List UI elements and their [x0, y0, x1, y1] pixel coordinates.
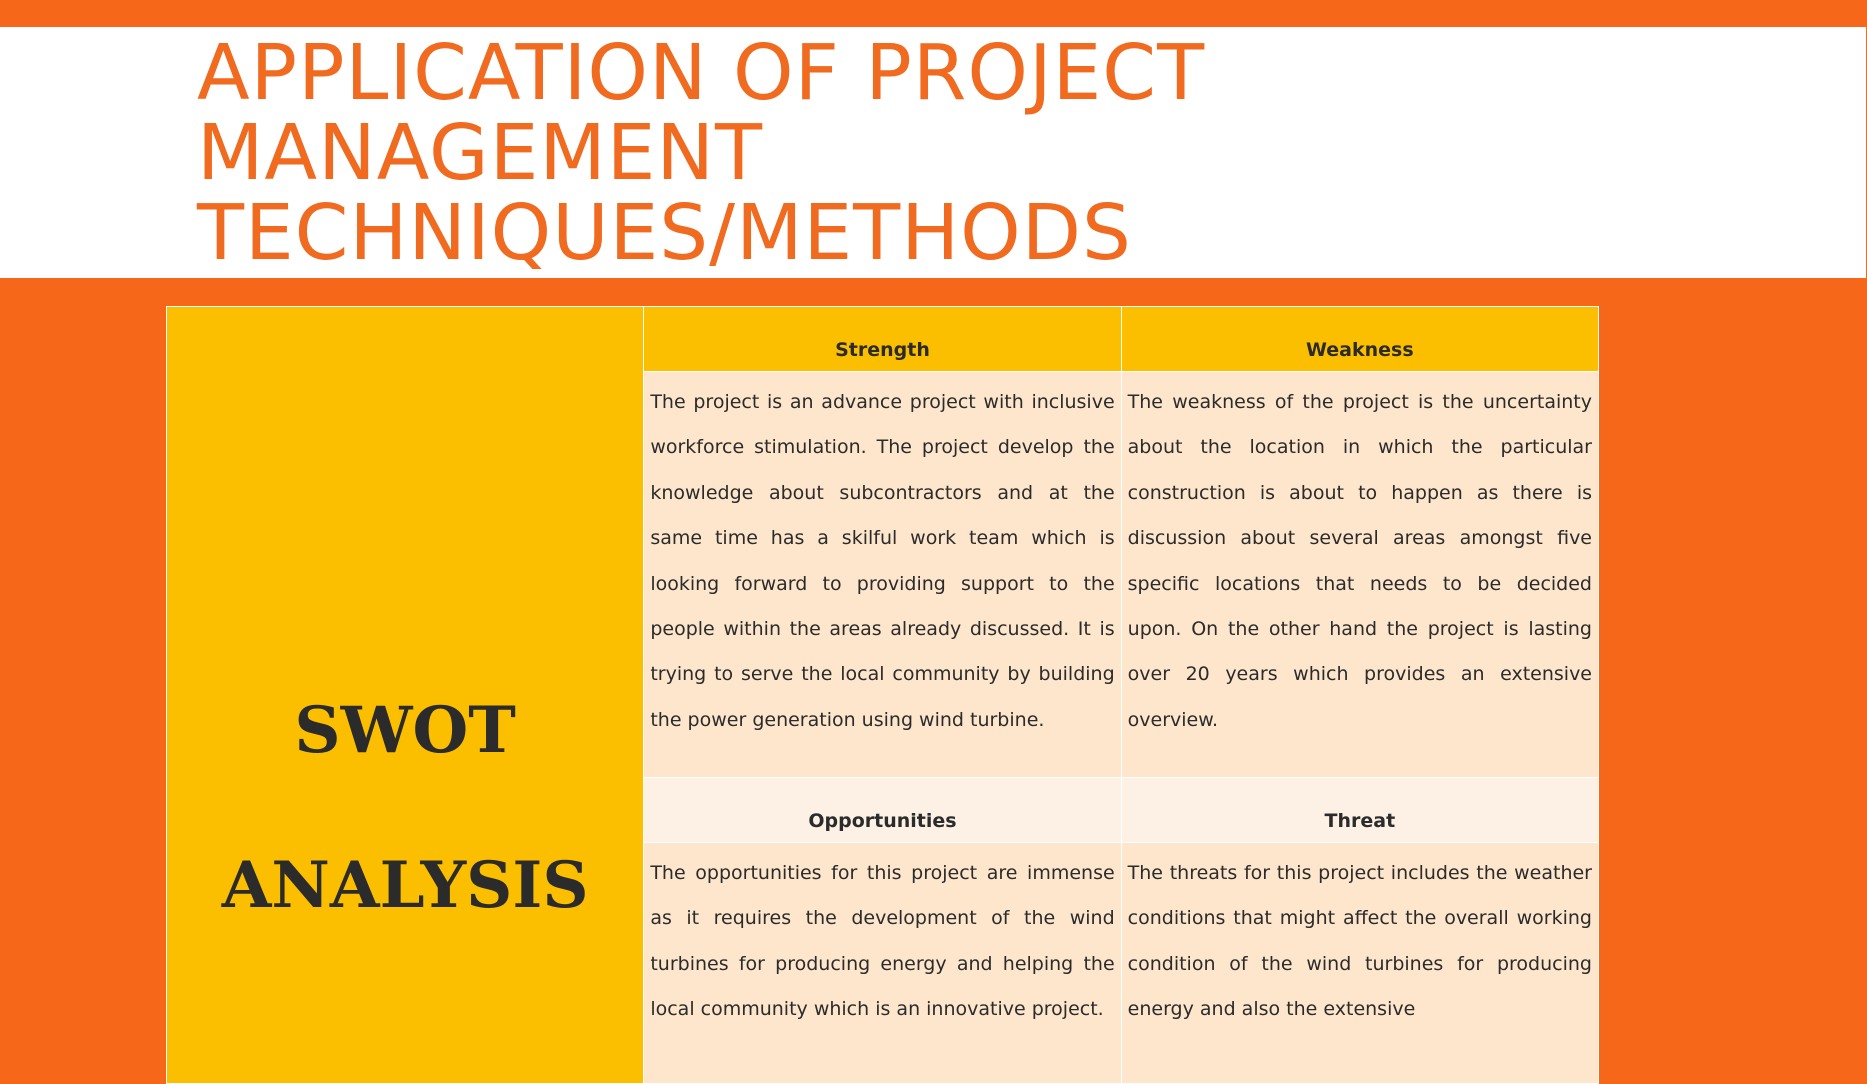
swot-table — [166, 306, 1599, 1084]
swot-label-line-2: ANALYSIS — [221, 848, 589, 923]
threat-heading: Threat — [1324, 810, 1396, 832]
swot-analysis-label — [167, 653, 643, 963]
strength-header — [644, 307, 1121, 372]
weakness-heading: Weakness — [1306, 339, 1414, 361]
weakness-cell — [1121, 372, 1598, 778]
opportunities-heading: Opportunities — [808, 810, 957, 832]
slide-title-line-3: TECHNIQUES/METHODS — [197, 189, 1132, 278]
swot-label-cell — [167, 307, 644, 1084]
slide-title-line-2: MANAGEMENT — [197, 109, 764, 198]
swot-label-line-1: SWOT — [294, 693, 516, 768]
opportunities-header — [644, 778, 1121, 843]
strength-heading: Strength — [835, 339, 930, 361]
threat-header — [1121, 778, 1598, 843]
threat-cell — [1121, 843, 1598, 1084]
weakness-header — [1121, 307, 1598, 372]
strength-cell — [644, 372, 1121, 778]
opportunities-cell — [644, 843, 1121, 1084]
slide-title — [197, 29, 1697, 278]
threat-text: The threats for this project includes the weather conditions that might affect the overall working condition of the wind turbines for producing energy and also the extensive — [1127, 862, 1592, 1021]
strength-text: The project is an advance project with inclusive workforce stimulation. The project develop the knowledge about subcontractors and at the same time has a skilful work team which is looking forward to providing support to the people within the areas already discussed. It is trying to serve the local community by building the power generation using wind turbine. — [650, 391, 1115, 731]
slide-title-line-1: APPLICATION OF PROJECT — [197, 29, 1206, 118]
top-accent-bar — [0, 0, 1867, 27]
opportunities-text: The opportunities for this project are immense as it requires the development of the wind turbines for producing energy and helping the local community which is an innovative project. — [650, 862, 1115, 1021]
weakness-text: The weakness of the project is the uncertainty about the location in which the particular construction is about to happen as there is discussion about several areas amongst five specific locations that needs to be decided upon. On the other hand the project is lasting over 20 years which provides an extensive overview. — [1127, 391, 1592, 731]
